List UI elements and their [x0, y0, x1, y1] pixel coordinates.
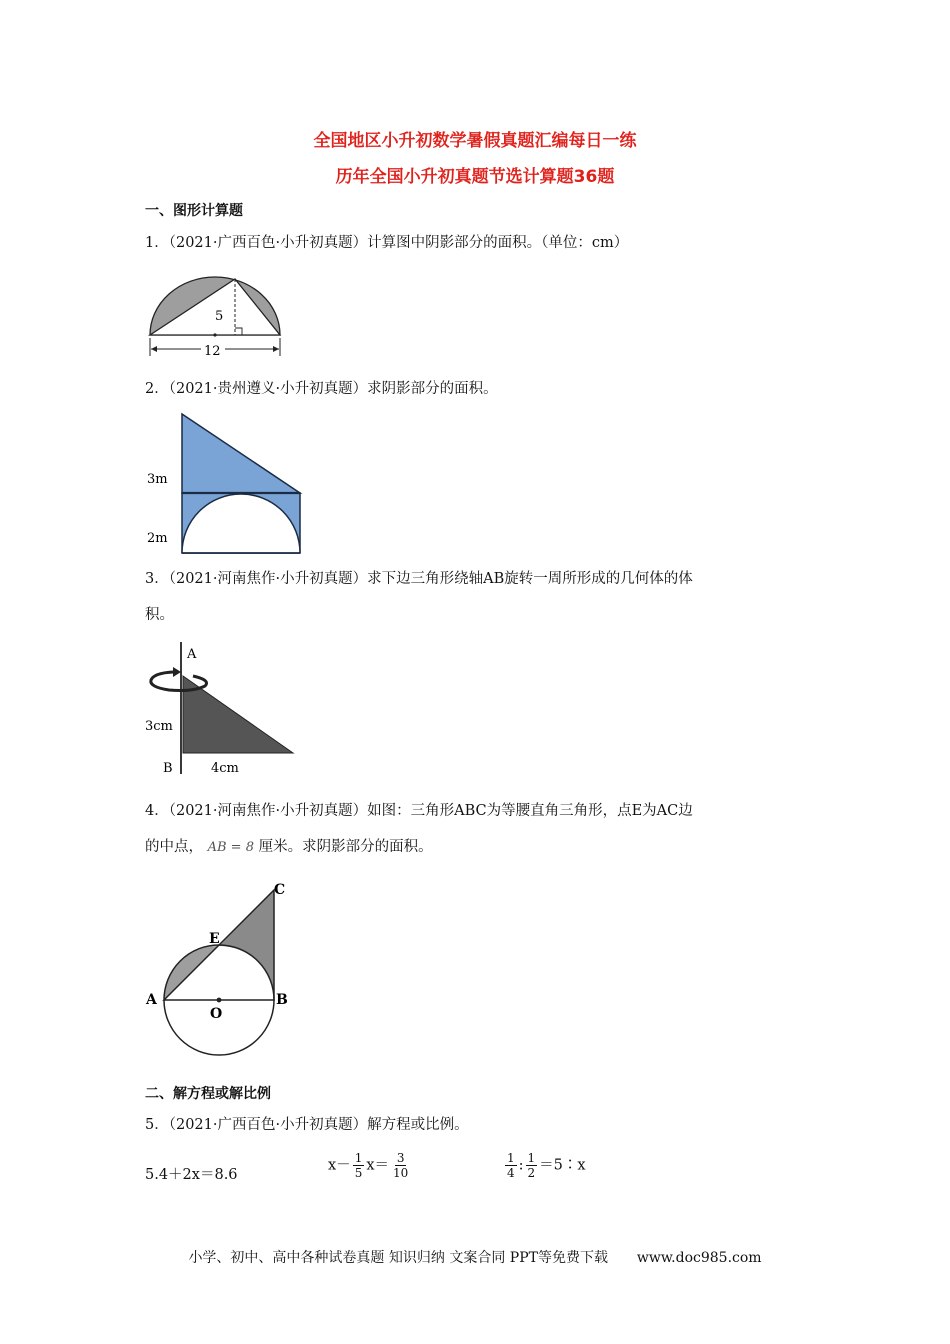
question-2: 2．（2021·贵州遵义·小升初真题）求阴影部分的面积。: [145, 381, 498, 397]
equation-1: 5.4＋2x＝8.6: [145, 1167, 238, 1183]
figure-rotating-triangle: [145, 640, 300, 780]
question-1: 1．（2021·广西百色·小升初真题）计算图中阴影部分的面积。（单位：cm）: [145, 235, 629, 251]
fig4-point-a: A: [146, 992, 157, 1008]
equation-2-part: x－: [328, 1157, 351, 1174]
fraction: [505, 1151, 517, 1180]
fig4-point-b: B: [276, 992, 288, 1008]
question-4-text-a: 的中点，: [145, 839, 203, 855]
fig3-height-label: 3cm: [145, 719, 173, 734]
numerator: 3: [396, 1151, 405, 1165]
section-heading-geometry: 一、图形计算题: [145, 203, 243, 219]
figure-circle-triangle: [145, 876, 295, 1061]
denominator: 4: [507, 1166, 515, 1180]
document-subtitle: 历年全国小升初真题节选计算题36题: [335, 167, 615, 187]
fig1-width-label: 12: [204, 344, 221, 359]
equation-2: [328, 1151, 412, 1180]
fraction: [526, 1151, 538, 1180]
document-title: 全国地区小升初数学暑假真题汇编每日一练: [313, 131, 637, 151]
equation-3: [503, 1151, 586, 1180]
footer-website-link[interactable]: www.doc985.com: [636, 1250, 762, 1266]
question-4-text-b: 厘米。求阴影部分的面积。: [258, 839, 433, 855]
fraction: [391, 1151, 410, 1180]
question-4-math: AB = 8: [207, 840, 254, 855]
section-heading-equations: 二、解方程或解比例: [145, 1086, 271, 1102]
numerator: 1: [527, 1151, 536, 1165]
numerator: 1: [507, 1151, 515, 1165]
fig4-point-o: O: [210, 1006, 223, 1022]
denominator: 5: [354, 1166, 363, 1180]
denominator: 2: [527, 1166, 536, 1180]
ratio-colon: :: [518, 1157, 524, 1174]
fig2-bottom-label: 2m: [147, 531, 168, 546]
footer-text: 小学、初中、高中各种试卷真题 知识归纳 文案合同 PPT等免费下载: [188, 1250, 608, 1266]
fig3-a-label: A: [187, 647, 197, 662]
figure-semicircle: [145, 272, 285, 362]
equation-3-part: ＝5∶x: [539, 1157, 586, 1174]
fig3-b-label: B: [163, 761, 173, 776]
fraction: [353, 1151, 365, 1180]
fig4-point-e: E: [209, 931, 220, 947]
page-footer: [0, 1247, 950, 1267]
figure-rectangle-arch: [145, 408, 310, 558]
numerator: 1: [354, 1151, 363, 1165]
denominator: 10: [393, 1166, 409, 1180]
fig4-point-c: C: [274, 882, 286, 898]
question-4-line1: 4．（2021·河南焦作·小升初真题）如图：三角形ABC为等腰直角三角形，点E为AC边: [145, 803, 693, 819]
question-3-line2: 积。: [145, 607, 174, 623]
equation-2-part: x＝: [366, 1157, 390, 1174]
fig1-height-label: 5: [215, 309, 224, 324]
question-5: 5．（2021·广西百色·小升初真题）解方程或比例。: [145, 1117, 469, 1133]
fig2-top-label: 3m: [147, 472, 168, 487]
question-3-line1: 3．（2021·河南焦作·小升初真题）求下边三角形绕轴AB旋转一周所形成的几何体的体: [145, 571, 693, 587]
fig3-base-label: 4cm: [211, 761, 239, 776]
question-4-line2: [145, 832, 805, 863]
